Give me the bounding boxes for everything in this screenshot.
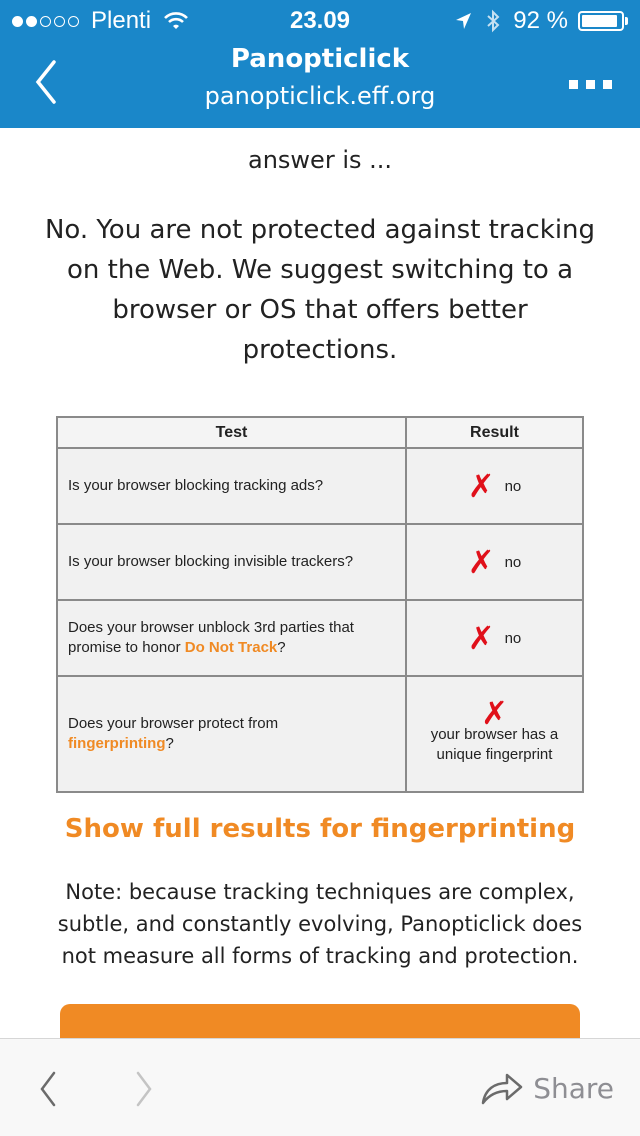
battery-fill: [582, 15, 617, 27]
table-header-row: [57, 417, 583, 448]
result-cell: [406, 676, 583, 792]
table-row: [57, 524, 583, 600]
page-title: Panopticlick: [230, 44, 410, 74]
share-button[interactable]: [479, 1069, 614, 1107]
column-header-test: Test: [57, 417, 406, 448]
result-text: your browser has a unique fingerprint: [430, 726, 559, 763]
result-cell: [406, 524, 583, 600]
battery-body: [578, 11, 624, 31]
test-cell: [57, 600, 406, 676]
result-cell: [406, 600, 583, 676]
verdict-text: No. You are not protected against tracking on the Web. We suggest switching to a browser or OS that offers better protections.: [44, 215, 596, 365]
battery-icon: [578, 11, 628, 31]
location-arrow-icon: [453, 9, 473, 33]
test-text-suffix: ?: [165, 735, 174, 752]
more-dots-icon[interactable]: [569, 80, 612, 89]
carrier-name: Plenti: [91, 7, 152, 34]
action-button[interactable]: [60, 1004, 580, 1038]
results-table: [56, 416, 584, 793]
test-text: Does your browser unblock 3rd parties that promise to honor: [68, 619, 354, 656]
result-text: no: [504, 477, 522, 495]
do-not-track-link[interactable]: Do Not Track: [184, 639, 278, 656]
test-cell: [57, 676, 406, 792]
back-arrow-icon[interactable]: [36, 1069, 60, 1109]
result-stack: [407, 694, 582, 765]
fail-x-icon: ✗: [467, 619, 495, 657]
test-cell: Is your browser blocking tracking ads?: [57, 448, 406, 524]
more-dot: [586, 80, 595, 89]
battery-tip: [625, 17, 628, 25]
more-dot: [569, 80, 578, 89]
fail-x-icon: ✗: [467, 543, 495, 581]
answer-prefix: answer is ...: [248, 146, 392, 174]
result-cell: [406, 448, 583, 524]
bluetooth-icon: [483, 9, 503, 33]
note-text: Note: because tracking techniques are complex, subtle, and constantly evolving, Panopticlick does not measure all forms of tracking and protection.: [57, 880, 583, 968]
share-arrow-icon: [479, 1069, 525, 1107]
bottom-toolbar: [0, 1038, 640, 1136]
page-url: panopticlick.eff.org: [204, 82, 436, 110]
share-label: Share: [533, 1071, 614, 1105]
show-full-results-link[interactable]: Show full results for fingerprinting: [64, 814, 576, 844]
status-bar: [0, 0, 640, 40]
status-right: [453, 7, 628, 35]
more-dot: [603, 80, 612, 89]
table-row: [57, 600, 583, 676]
test-text-suffix: ?: [277, 639, 286, 656]
app-header: [0, 0, 640, 128]
battery-percent: 92 %: [513, 7, 568, 34]
test-text: Does your browser protect from: [68, 715, 279, 732]
fail-x-icon: ✗: [467, 467, 495, 505]
status-time: 23.09: [289, 7, 351, 34]
fingerprinting-link[interactable]: fingerprinting: [68, 735, 166, 752]
test-cell: Is your browser blocking invisible trackers?: [57, 524, 406, 600]
forward-arrow-icon[interactable]: [132, 1069, 156, 1109]
table-row: [57, 448, 583, 524]
result-text: no: [504, 629, 522, 647]
fail-x-icon: ✗: [481, 694, 508, 732]
page-content: [0, 128, 640, 1038]
column-header-result: Result: [406, 417, 583, 448]
table-row: [57, 676, 583, 792]
result-text: no: [504, 553, 522, 571]
